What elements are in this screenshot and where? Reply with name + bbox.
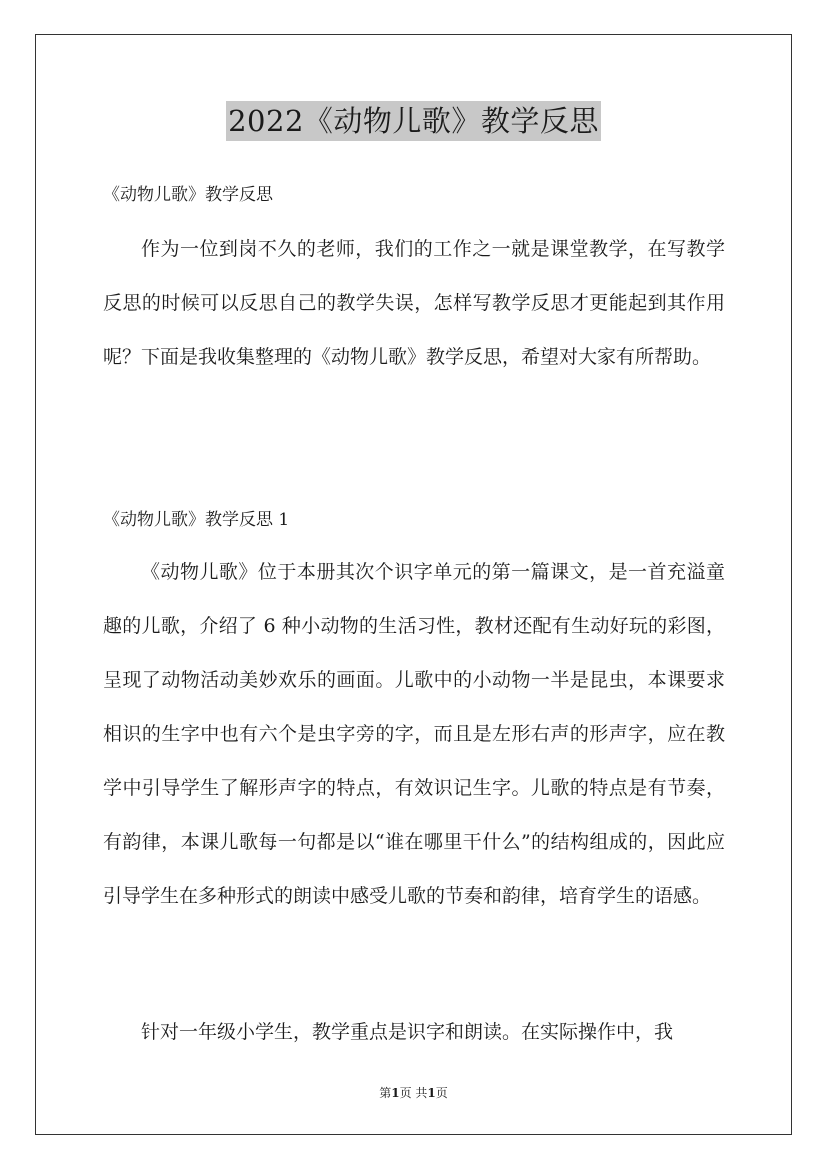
- body-paragraph: 《动物儿歌》位于本册其次个识字单元的第一篇课文，是一首充溢童趣的儿歌，介绍了 6 种小动物的生活习性，教材还配有生动好玩的彩图，呈现了动物活动美妙欢乐的画面。儿歌中的小动物一半是昆虫，本课要求相识的生字中也有六个是虫字旁的字，而且是左形右声的形声字，应在教学中引导学生了解形声字的特点，有效识记生字。儿歌的特点是有节奏，有韵律，本课儿歌每一句都是以“谁在哪里干什么”的结构组成的，因此应引导学生在多种形式的朗读中感受儿歌的节奏和韵律，培育学生的语感。: [103, 561, 725, 907]
- page-footer: [0, 1085, 827, 1101]
- footer-page-suffix: 页: [435, 1086, 448, 1100]
- section-heading: 《动物儿歌》教学反思: [103, 185, 273, 205]
- footer-page-total: 1: [427, 1086, 436, 1100]
- intro-paragraph: 作为一位到岗不久的老师，我们的工作之一就是课堂教学，在写教学反思的时候可以反思自己的教学失误，怎样写教学反思才更能起到其作用呢？下面是我收集整理的《动物儿歌》教学反思，希望对大家有所帮助。: [103, 238, 725, 368]
- footer-page-current: 1: [391, 1086, 400, 1100]
- footer-page-prefix: 第: [379, 1086, 392, 1100]
- title-container: [0, 101, 827, 141]
- section-heading-1: 《动物儿歌》教学反思 1: [103, 510, 290, 530]
- document-title: 2022《动物儿歌》教学反思: [226, 101, 601, 141]
- footer-page-mid: 页 共: [399, 1086, 428, 1100]
- body-paragraph-continued: 针对一年级小学生，教学重点是识字和朗读。在实际操作中，我: [141, 1021, 674, 1043]
